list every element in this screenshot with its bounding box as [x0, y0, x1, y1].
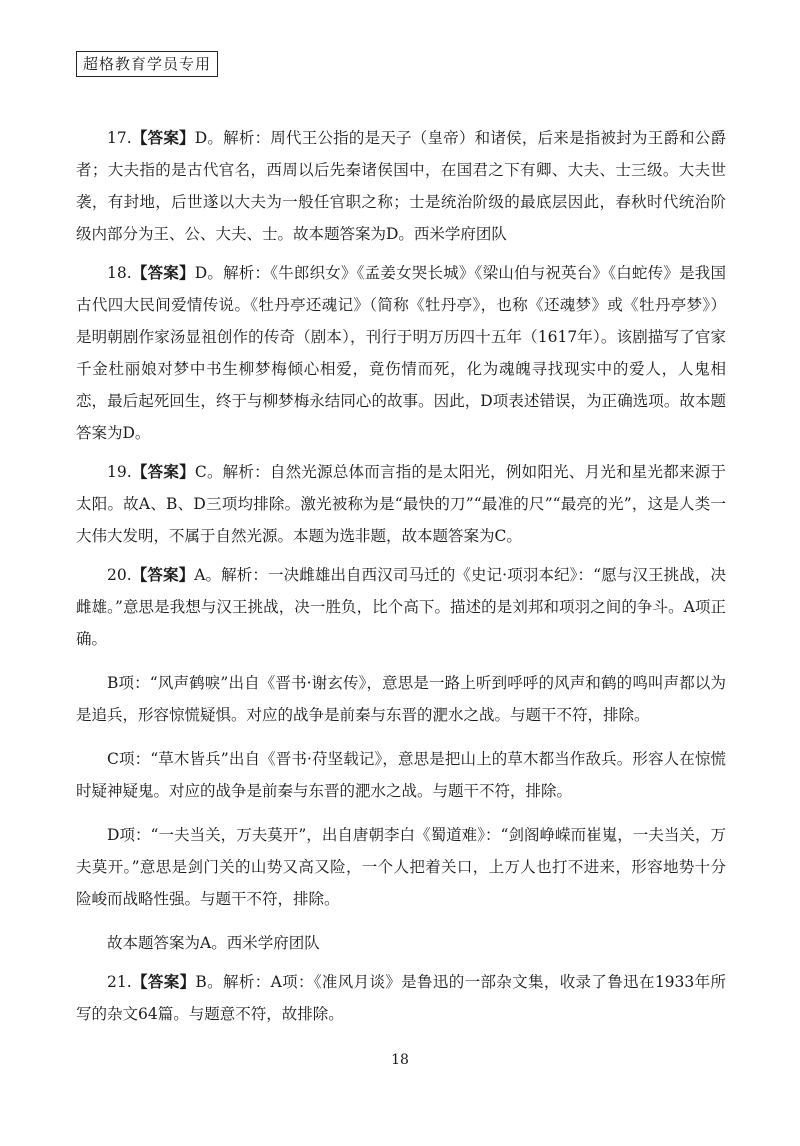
paragraph-text: 故本题答案为A。西米学府团队: [107, 934, 320, 952]
paragraph-text: D。解析：周代王公指的是天子（皇帝）和诸侯，后来是指被封为王爵和公爵者；大夫指的是古代官名，西周以后先秦诸侯国中，在国君之下有卿、大夫、士三级。大夫世袭，有封地，后世遂以大夫为一般任官职之称；士是统治阶级的最底层因此，春秋时代统治阶级内部分为王、公、大夫、士。故本题答案为D。西米学府团队: [76, 129, 726, 243]
answer-paragraph-21: [76, 966, 726, 1030]
question-number: 18.: [107, 264, 132, 282]
answer-tag: 【答案】: [131, 128, 195, 147]
answer-tag: 【答案】: [131, 972, 196, 991]
answer-paragraph-17: [76, 122, 726, 250]
answer-explanations: [76, 122, 726, 1037]
answer-paragraph-20-option-c: [76, 743, 726, 807]
question-number: 19.: [107, 463, 132, 481]
paragraph-text: D项：“一夫当关，万夫莫开”，出自唐朝李白《蜀道难》：“剑阁峥嵘而崔嵬，一夫当关，万夫莫开。”意思是剑门关的山势又高又险，一个人把着关口，上万人也打不进来，形容地势十分险峻而战略性强。与题干不符，排除。: [76, 826, 726, 908]
paragraph-text: D。解析：《牛郎织女》《孟姜女哭长城》《梁山伯与祝英台》《白蛇传》是我国古代四大民间爱情传说。《牡丹亭还魂记》（简称《牡丹亭》，也称《还魂梦》或《牡丹亭梦》）是明朝剧作家汤显祖创作的传奇（剧本），刊行于明万历四十五年（1617年）。该剧描写了官家千金杜丽娘对梦中书生柳梦梅倾心相爱，竟伤情而死，化为魂魄寻找现实中的爱人，人鬼相恋，最后起死回生，终于与柳梦梅永结同心的故事。因此，D项表述错误，为正确选项。故本题答案为D。: [76, 264, 726, 442]
question-number: 20.: [107, 566, 132, 584]
answer-paragraph-19: [76, 456, 726, 552]
answer-paragraph-20-option-b: [76, 667, 726, 731]
answer-paragraph-20: [76, 559, 726, 655]
answer-paragraph-20-conclusion: [76, 927, 726, 959]
answer-tag: 【答案】: [131, 462, 195, 481]
page-number: 18: [391, 1052, 409, 1068]
answer-tag: 【答案】: [131, 263, 195, 282]
answer-paragraph-20-option-d: [76, 819, 726, 915]
paragraph-text: A。解析：一决雌雄出自西汉司马迁的《史记·项羽本纪》：“愿与汉王挑战，决雌雄。”意思是我想与汉王挑战，决一胜负，比个高下。描述的是刘邦和项羽之间的争斗。A项正确。: [76, 566, 726, 648]
paragraph-text: C项：“草木皆兵”出自《晋书·苻坚载记》，意思是把山上的草木都当作敌兵。形容人在惊慌时疑神疑鬼。对应的战争是前秦与东晋的淝水之战。与题干不符，排除。: [76, 750, 726, 800]
paragraph-text: B。解析：A项：《准风月谈》是鲁迅的一部杂文集，收录了鲁迅在1933年所写的杂文64篇。与题意不符，故排除。: [76, 973, 726, 1023]
question-number: 21.: [107, 973, 132, 991]
paragraph-text: C。解析：自然光源总体而言指的是太阳光，例如阳光、月光和星光都来源于太阳。故A、B、D三项均排除。激光被称为是“最快的刀”“最准的尺”“最亮的光”，这是人类一大伟大发明，不属于自然光源。本题为选非题，故本题答案为C。: [76, 463, 726, 545]
answer-tag: 【答案】: [131, 565, 195, 584]
answer-paragraph-18: [76, 257, 726, 449]
paragraph-text: B项：“风声鹤唳”出自《晋书·谢玄传》，意思是一路上听到呼呼的风声和鹤的鸣叫声都以为是追兵，形容惊慌疑惧。对应的战争是前秦与东晋的淝水之战。与题干不符，排除。: [76, 674, 726, 724]
question-number: 17.: [107, 129, 132, 147]
header-stamp: 超格教育学员专用: [76, 51, 218, 77]
